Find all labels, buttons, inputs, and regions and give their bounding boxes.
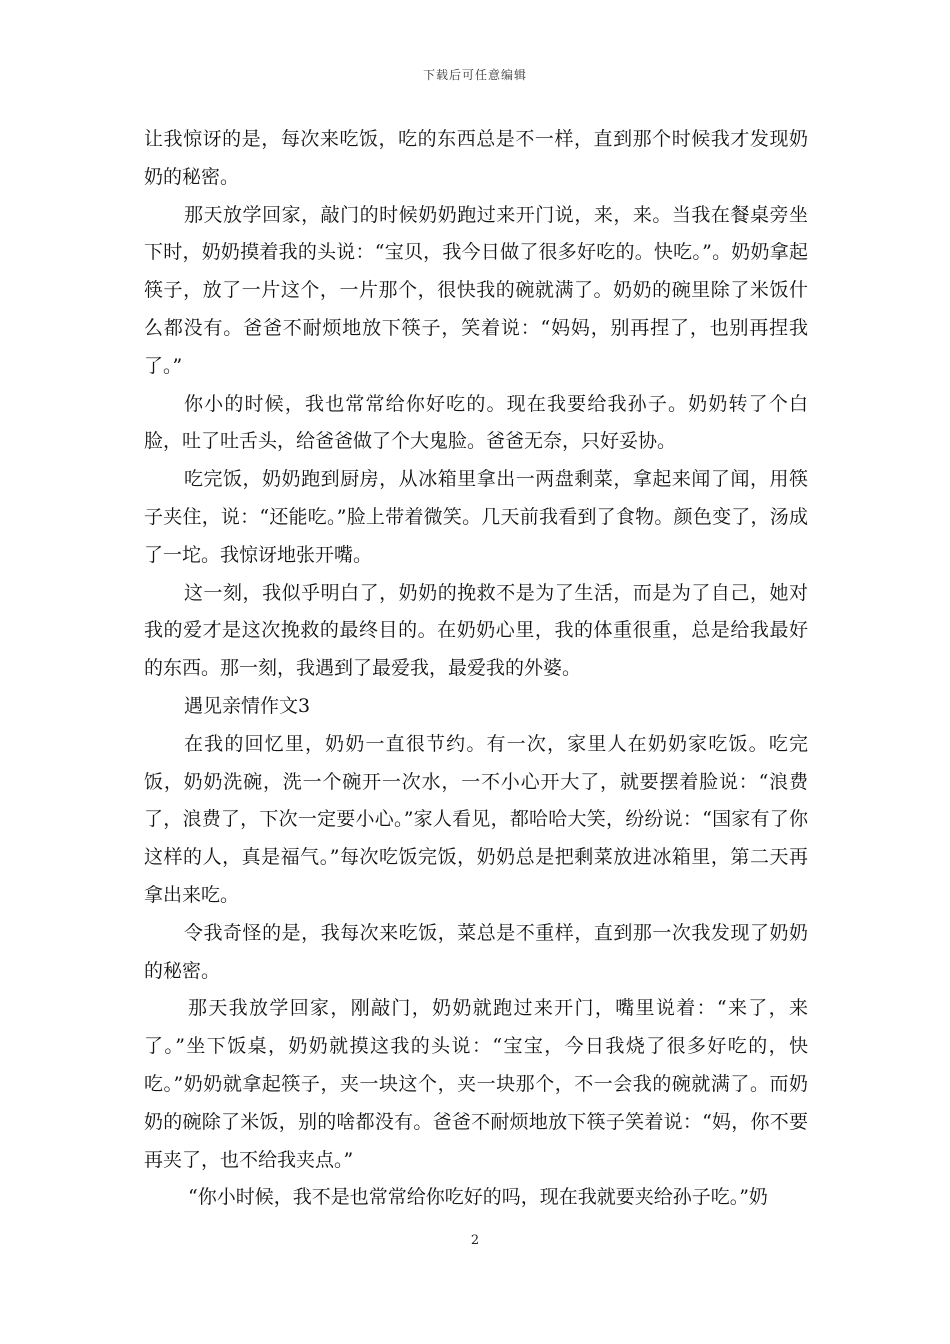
paragraph-leftovers: 吃完饭，奶奶跑到厨房，从冰箱里拿出一两盘剩菜，拿起来闻了闻，用筷子夹住，说：“还能吃。”脸上带着微笑。几天前我看到了食物。颜色变了，汤成了一坨。我惊讶地张开嘴。	[144, 468, 808, 566]
paragraph-grandma-quote: “你小时候，我不是也常常给你吃好的吗，现在我就要夹给孙子吃。”奶	[188, 1186, 768, 1209]
paragraph-curious: 令我奇怪的是，我每次来吃饭，菜总是不重样，直到那一次我发现了奶奶的秘密。	[144, 921, 808, 982]
section-heading-essay-3: 遇见亲情作文3	[184, 694, 311, 717]
page-number: 2	[470, 1233, 480, 1248]
paragraph-frugal-grandma: 在我的回忆里，奶奶一直很节约。有一次，家里人在奶奶家吃饭。吃完饭，奶奶洗碗，洗一个碗开一次水，一不小心开大了，就要摆着脸说：“浪费了，浪费了，下次一定要小心。”家人看见，都哈哈大笑，纷纷说：“国家有了你这样的人，真是福气。”每次吃饭完饭，奶奶总是把剩菜放进冰箱里，第二天再拿出来吃。	[144, 732, 808, 906]
page-header: 下载后可任意编辑	[422, 68, 527, 82]
paragraph-realization: 这一刻，我似乎明白了，奶奶的挽救不是为了生活，而是为了自己，她对我的爱才是这次挽救的最终目的。在奶奶心里，我的体重很重，总是给我最好的东西。那一刻，我遇到了最爱我，最爱我的外婆。	[144, 581, 808, 680]
paragraph-grandma-secret-intro: 让我惊讶的是，每次来吃饭，吃的东西总是不一样，直到那个时候我才发现奶奶的秘密。	[144, 128, 808, 188]
paragraph-after-school: 那天我放学回家，刚敲门，奶奶就跑过来开门，嘴里说着：“来了，来了。”坐下饭桌，奶奶就摸这我的头说：“宝宝，今日我烧了很多好吃的，快吃。”奶奶就拿起筷子，夹一块这个，夹一块那个，不一会我的碗就满了。而奶奶的碗除了米饭，别的啥都没有。爸爸不耐烦地放下筷子笑着说：“妈，你不要再夹了，也不给我夹点。”	[144, 997, 808, 1171]
paragraph-grandma-reply: 你小的时候，我也常常给你好吃的。现在我要给我孙子。奶奶转了个白脸，吐了吐舌头，给爸爸做了个大鬼脸。爸爸无奈，只好妥协。	[144, 392, 808, 453]
document-body	[144, 121, 808, 1217]
paragraph-coming-home: 那天放学回家，敲门的时候奶奶跑过来开门说，来，来。当我在餐桌旁坐下时，奶奶摸着我的头说：“宝贝，我今日做了很多好吃的。快吃。”。奶奶拿起筷子，放了一片这个，一片那个，很快我的碗就满了。奶奶的碗里除了米饭什么都没有。爸爸不耐烦地放下筷子，笑着说：“妈妈，别再捏了，也别再捏我了。”	[144, 203, 808, 377]
